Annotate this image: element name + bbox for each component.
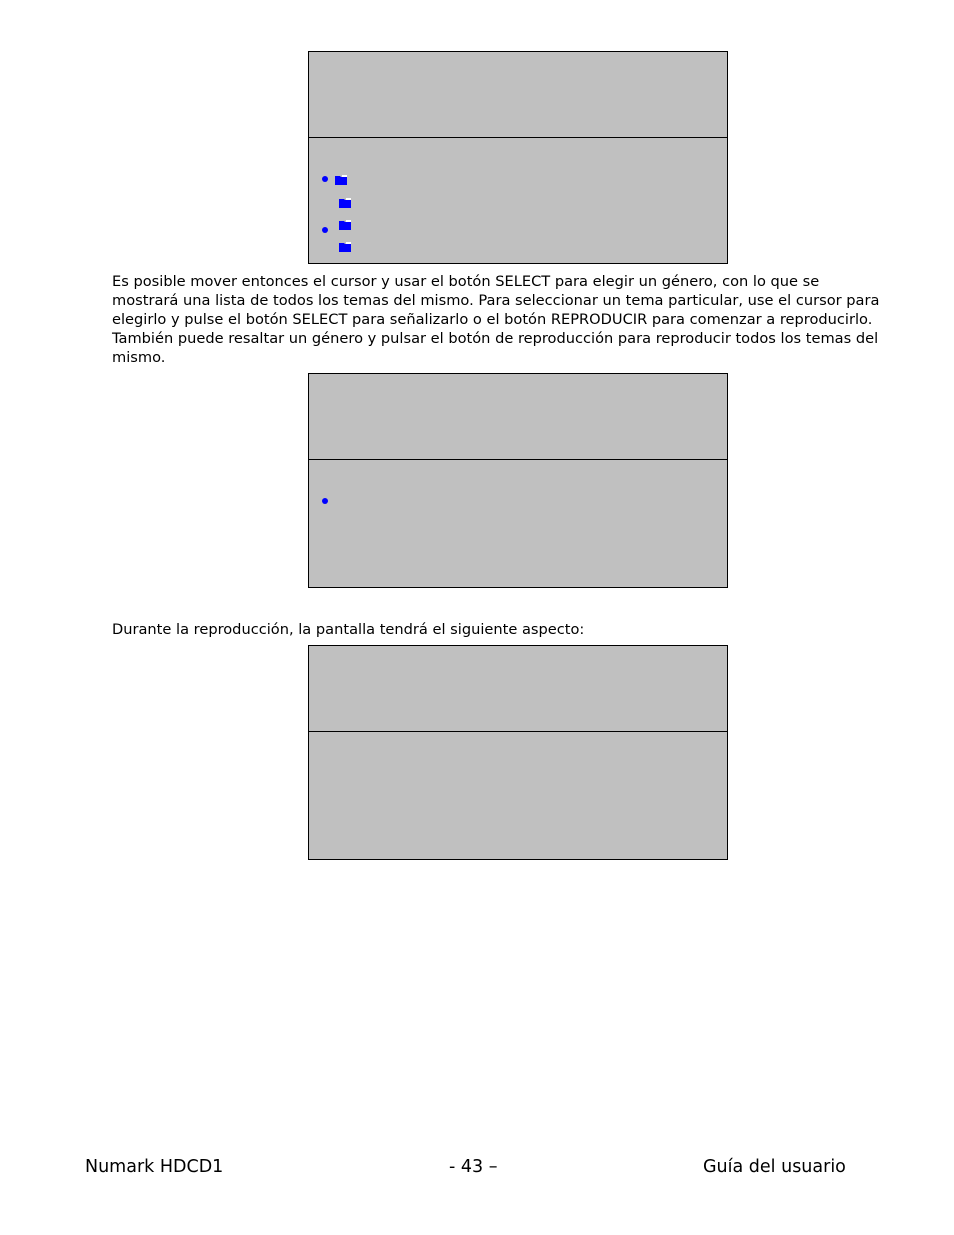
cursor-dot-icon	[322, 227, 328, 233]
folder-icon	[339, 242, 351, 252]
cursor-dot-icon	[322, 176, 328, 182]
lcd-header-area	[309, 646, 727, 732]
lcd-list-area	[309, 138, 727, 263]
footer-page-number: - 43 –	[449, 1157, 498, 1177]
footer-product-name: Numark HDCD1	[85, 1157, 224, 1177]
folder-icon	[339, 198, 351, 208]
cursor-dot-icon	[322, 498, 328, 504]
lcd-screen-genre-list	[308, 51, 728, 264]
playback-intro-paragraph: Durante la reproducción, la pantalla tendrá el siguiente aspecto:	[112, 621, 585, 638]
lcd-header-area	[309, 52, 727, 138]
folder-icon	[335, 175, 347, 185]
footer-guide-title: Guía del usuario	[703, 1157, 846, 1177]
lcd-header-area	[309, 374, 727, 460]
lcd-screen-playback	[308, 645, 728, 860]
folder-icon	[339, 220, 351, 230]
genre-instructions-paragraph: Es posible mover entonces el cursor y usar el botón SELECT para elegir un género, con lo que se mostrará una lista de todos los temas del mismo. Para seleccionar un tema particular, use el cursor para elegirlo y pulse el botón SELECT para señalizarlo o el botón REPRODUCIR para comenzar a reproducirlo. También puede resaltar un género y pulsar el botón de reproducción para reproducir todos los temas del mismo.	[112, 273, 880, 366]
lcd-screen-track-list	[308, 373, 728, 588]
